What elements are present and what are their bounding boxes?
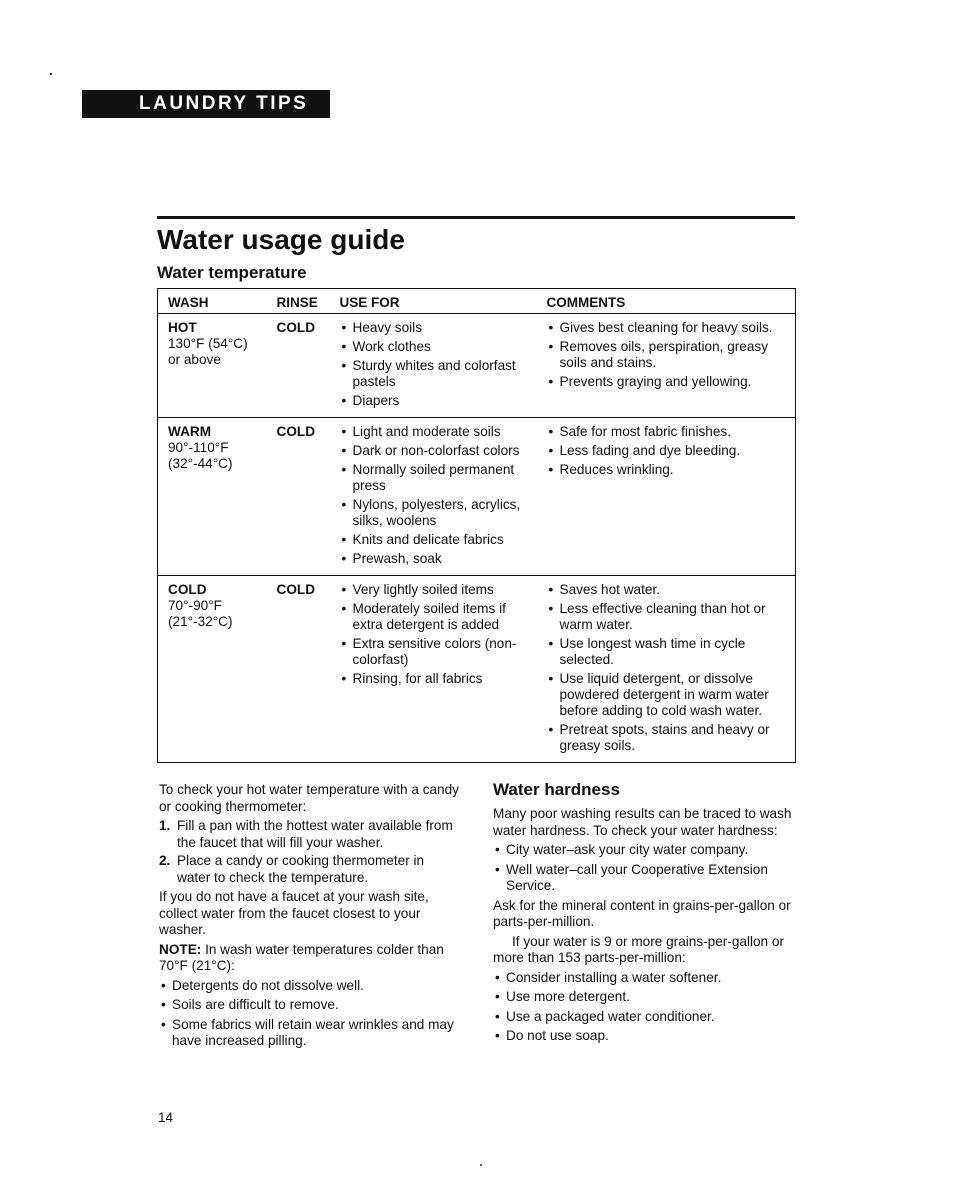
list-item: • Diapers	[340, 393, 533, 409]
water-hardness-section	[493, 780, 793, 1048]
rinse-cell	[267, 314, 330, 418]
list-item: • Soils are difficult to remove.	[159, 997, 459, 1014]
list-item: • Do not use soap.	[493, 1028, 793, 1045]
list-item: • Normally soiled permanent press	[340, 462, 533, 494]
rinse-label: COLD	[276, 320, 316, 335]
faucet-paragraph: If you do not have a faucet at your wash site, collect water from the faucet closest to your washer.	[159, 889, 429, 937]
table-header-row	[158, 289, 796, 314]
use-for-cell	[330, 418, 537, 576]
list-item: • Removes oils, perspiration, greasy soils and stains.	[547, 339, 792, 371]
table-row-cold	[158, 576, 796, 763]
steps-list	[159, 818, 459, 886]
wash-temp-line: 90°-110°F	[168, 440, 229, 455]
list-item: • Less fading and dye bleeding.	[547, 443, 792, 459]
wash-temp-line: or above	[168, 352, 221, 367]
wash-label: COLD	[168, 582, 207, 597]
check-list	[493, 842, 793, 895]
water-hardness-heading: Water hardness	[493, 780, 620, 799]
step-text: Place a candy or cooking thermometer in water to check the temperature.	[177, 853, 425, 885]
list-item: • Light and moderate soils	[340, 424, 533, 440]
section-banner: LAUNDRY TIPS	[82, 90, 330, 118]
list-item: • Dark or non-colorfast colors	[340, 443, 533, 459]
if-paragraph: If your water is 9 or more grains-per-gallon or more than 153 parts-per-million:	[493, 933, 784, 965]
list-item: • Prewash, soak	[340, 551, 533, 567]
rinse-label: COLD	[276, 582, 316, 597]
table-row-hot	[158, 314, 796, 418]
wash-temp-line: (21°-32°C)	[168, 614, 233, 629]
action-list	[493, 970, 793, 1045]
step-text: Fill a pan with the hottest water available from the faucet that will fill your washer.	[177, 818, 453, 850]
comments-cell	[537, 418, 796, 576]
list-item: • Use a packaged water conditioner.	[493, 1009, 793, 1026]
scan-speck	[50, 73, 52, 75]
list-item: • Heavy soils	[340, 320, 533, 336]
list-item: • Less effective cleaning than hot or warm water.	[547, 601, 792, 633]
comments-cell	[537, 576, 796, 763]
list-item: • Detergents do not dissolve well.	[159, 978, 459, 995]
intro-paragraph: To check your hot water temperature with a candy or cooking thermometer:	[159, 782, 459, 814]
note-list	[159, 978, 459, 1050]
list-item: • Very lightly soiled items	[340, 582, 533, 598]
use-for-cell	[330, 576, 537, 763]
page-number: 14	[158, 1110, 174, 1125]
table-row-warm	[158, 418, 796, 576]
list-item: • Use more detergent.	[493, 989, 793, 1006]
wash-label: WARM	[168, 424, 212, 439]
mineral-paragraph: Ask for the mineral content in grains-per-gallon or parts-per-million.	[493, 897, 791, 929]
water-temperature-heading: Water temperature	[157, 263, 307, 282]
step-number: 1.	[159, 818, 171, 833]
hardness-intro: Many poor washing results can be traced to wash water hardness. To check your water hardness:	[493, 806, 792, 838]
wash-cell	[158, 418, 267, 576]
thermometer-instructions	[159, 782, 459, 1053]
list-item: • Knits and delicate fabrics	[340, 532, 533, 548]
scan-speck	[480, 1164, 482, 1166]
list-item: • Use liquid detergent, or dissolve powdered detergent in warm water before adding to cold wash water.	[547, 671, 792, 719]
list-item: • Gives best cleaning for heavy soils.	[547, 320, 792, 336]
wash-temp-line: 70°-90°F	[168, 598, 222, 613]
note-text: In wash water temperatures colder than 70°F (21°C):	[159, 941, 444, 973]
list-item: • Moderately soiled items if extra detergent is added	[340, 601, 533, 633]
rinse-cell	[267, 418, 330, 576]
page-title: Water usage guide	[157, 224, 405, 255]
step-number: 2.	[159, 853, 171, 868]
wash-cell	[158, 576, 267, 763]
list-item: • Extra sensitive colors (non-colorfast)	[340, 636, 533, 668]
list-item: • Some fabrics will retain wear wrinkles and may have increased pilling.	[159, 1017, 459, 1050]
list-item: • Sturdy whites and colorfast pastels	[340, 358, 533, 390]
wash-temp-line: 130°F (54°C)	[168, 336, 248, 351]
list-item: • Use longest wash time in cycle selected.	[547, 636, 792, 668]
wash-cell	[158, 314, 267, 418]
wash-label: HOT	[168, 320, 197, 335]
list-item: • Pretreat spots, stains and heavy or greasy soils.	[547, 722, 792, 754]
note-paragraph	[159, 942, 459, 975]
header-wash: WASH	[158, 289, 267, 314]
step-item	[159, 818, 459, 851]
list-item: • Rinsing, for all fabrics	[340, 671, 533, 687]
list-item: • Work clothes	[340, 339, 533, 355]
list-item: • Reduces wrinkling.	[547, 462, 792, 478]
wash-temp-line: (32°-44°C)	[168, 456, 233, 471]
step-item	[159, 853, 459, 886]
note-label: NOTE:	[159, 941, 202, 957]
header-use-for: USE FOR	[330, 289, 537, 314]
list-item: • Well water–call your Cooperative Extension Service.	[493, 862, 793, 895]
title-rule	[157, 216, 795, 219]
rinse-label: COLD	[276, 424, 316, 439]
use-for-cell	[330, 314, 537, 418]
water-temperature-table	[157, 288, 796, 763]
list-item: • Safe for most fabric finishes.	[547, 424, 792, 440]
rinse-cell	[267, 576, 330, 763]
list-item: • Nylons, polyesters, acrylics, silks, woolens	[340, 497, 533, 529]
list-item: • Consider installing a water softener.	[493, 970, 793, 987]
header-comments: COMMENTS	[537, 289, 796, 314]
list-item: • City water–ask your city water company.	[493, 842, 793, 859]
list-item: • Saves hot water.	[547, 582, 792, 598]
comments-cell	[537, 314, 796, 418]
list-item: • Prevents graying and yellowing.	[547, 374, 792, 390]
header-rinse: RINSE	[267, 289, 330, 314]
